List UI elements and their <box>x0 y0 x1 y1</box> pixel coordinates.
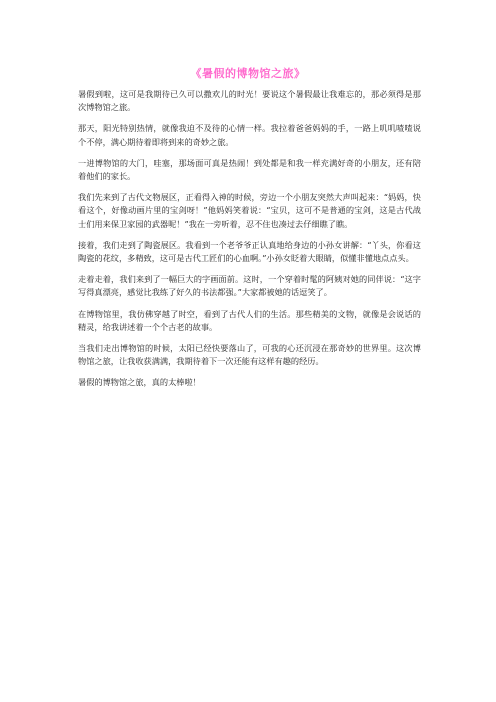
paragraph: 接着，我们走到了陶瓷展区。我看到一个老爷爷正认真地给身边的小孙女讲解：“丫头，你看这陶瓷的花纹，多精致，这可是古代工匠们的心血啊。”小孙女眨着大眼睛，似懂非懂地点点头。 <box>78 239 421 264</box>
paragraph: 我们先来到了古代文物展区，正看得入神的时候，旁边一个小朋友突然大声叫起来：“妈妈，快看这个，好像动画片里的宝剑呀！”他妈妈笑着说：“宝贝，这可不是普通的宝剑，这是古代战士们用来保卫家园的武器呢！”我在一旁听着，忍不住也凑过去仔细瞧了瞧。 <box>78 192 421 229</box>
paragraph: 那天，阳光特别热情，就像我迫不及待的心情一样。我拉着爸爸妈妈的手，一路上叽叽喳喳说个不停，满心期待着即将到来的奇妙之旅。 <box>78 123 421 147</box>
paragraph: 一进博物馆的大门，哇塞，那场面可真是热闹！到处都是和我一样充满好奇的小朋友，还有陪着他们的家长。 <box>78 157 421 182</box>
paragraph: 当我们走出博物馆的时候，太阳已经快要落山了，可我的心还沉浸在那奇妙的世界里。这次博物馆之旅，让我收获满满，我期待着下一次还能有这样有趣的经历。 <box>78 343 421 367</box>
paragraph: 暑假的博物馆之旅，真的太棒啦！ <box>78 377 201 388</box>
paragraph: 暑假到啦，这可是我期待已久可以撒欢儿的时光！要说这个暑假最让我难忘的，那必须得是那次博物馆之旅。 <box>78 89 421 113</box>
paragraph: 走着走着，我们来到了一幅巨大的字画面前。这时，一个穿着时髦的阿姨对她的同伴说：“这字写得真漂亮，感觉比我练了好久的书法都强。”大家都被她的话逗笑了。 <box>78 274 421 298</box>
document-body <box>78 88 421 398</box>
document-title: 《暑假的博物馆之旅》 <box>190 67 306 80</box>
paragraph: 在博物馆里，我仿佛穿越了时空，看到了古代人们的生活。那些精美的文物，就像是会说话的精灵，给我讲述着一个个古老的故事。 <box>78 308 421 332</box>
